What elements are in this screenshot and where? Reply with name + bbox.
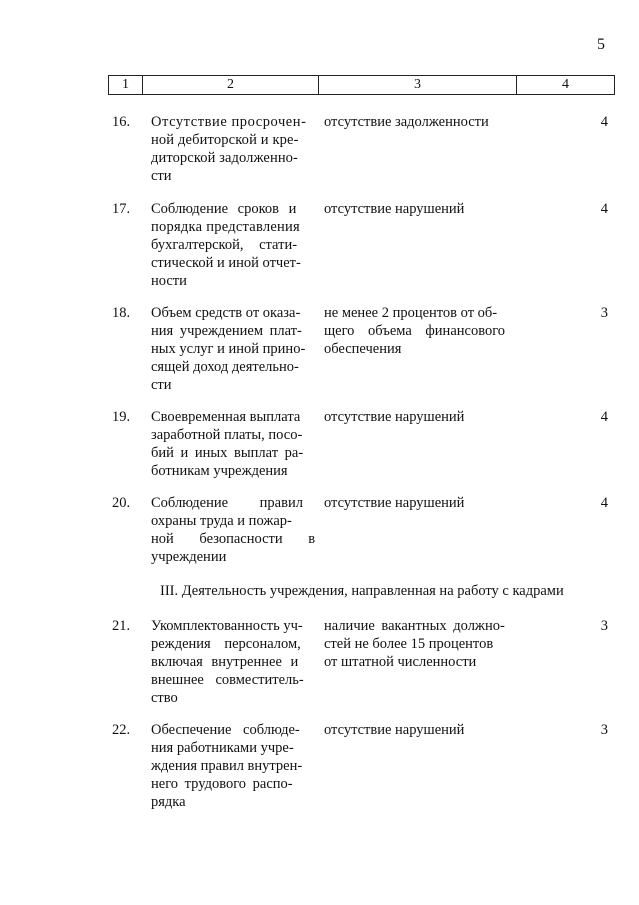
criterion: не менее 2 процентов от об- щего объема финансового обеспечения	[324, 305, 506, 357]
column-number-1: 1	[109, 76, 143, 95]
score: 4	[600, 495, 608, 511]
criterion: наличие вакантных должно- стей не более 15 процентов от штатной численности	[324, 618, 505, 670]
score: 3	[600, 618, 608, 634]
row-number: 20.	[112, 495, 131, 511]
indicator-name: Обеспечение соблюде- ния работниками учре- ждения правил внутрен- него трудового распо- рядка	[151, 722, 303, 810]
score: 4	[600, 409, 608, 425]
indicator-name: Отсутствие просрочен- ной дебиторской и кре- диторской задолженно- сти	[151, 114, 307, 184]
indicator-name: Своевременная выплата заработной платы, посо- бий и иных выплат ра- ботникам учреждения	[151, 409, 304, 479]
score: 3	[600, 305, 608, 321]
row-number: 19.	[112, 409, 131, 425]
indicator-name: Укомплектованность уч- реждения персоналом, включая внутреннее и внешнее совместитель- ство	[151, 618, 304, 706]
row-number: 22.	[112, 722, 131, 738]
score: 4	[600, 201, 608, 217]
criterion: отсутствие нарушений	[324, 495, 465, 511]
column-number-header	[108, 75, 615, 95]
column-number-4: 4	[517, 76, 615, 95]
score: 4	[600, 114, 608, 130]
row-number: 21.	[112, 618, 131, 634]
row-number: 18.	[112, 305, 131, 321]
row-number: 17.	[112, 201, 131, 217]
column-number-2: 2	[143, 76, 319, 95]
criterion: отсутствие задолженности	[324, 114, 489, 130]
indicator-name: Соблюдение сроков и порядка представления бухгалтерской, стати- стической и иной отчет- ности	[151, 201, 301, 289]
page-number: 5	[597, 36, 605, 53]
indicator-name: Соблюдение правил охраны труда и пожар- ной безопасности в учреждении	[151, 495, 316, 565]
indicator-name: Объем средств от оказа- ния учреждением плат- ных услуг и иной прино- сящей доход деятельно- сти	[151, 305, 306, 393]
row-number: 16.	[112, 114, 131, 130]
criterion: отсутствие нарушений	[324, 409, 465, 425]
score: 3	[600, 722, 608, 738]
section-heading: III. Деятельность учреждения, направленная на работу с кадрами	[160, 583, 564, 599]
criterion: отсутствие нарушений	[324, 722, 465, 738]
column-number-3: 3	[319, 76, 517, 95]
criterion: отсутствие нарушений	[324, 201, 465, 217]
